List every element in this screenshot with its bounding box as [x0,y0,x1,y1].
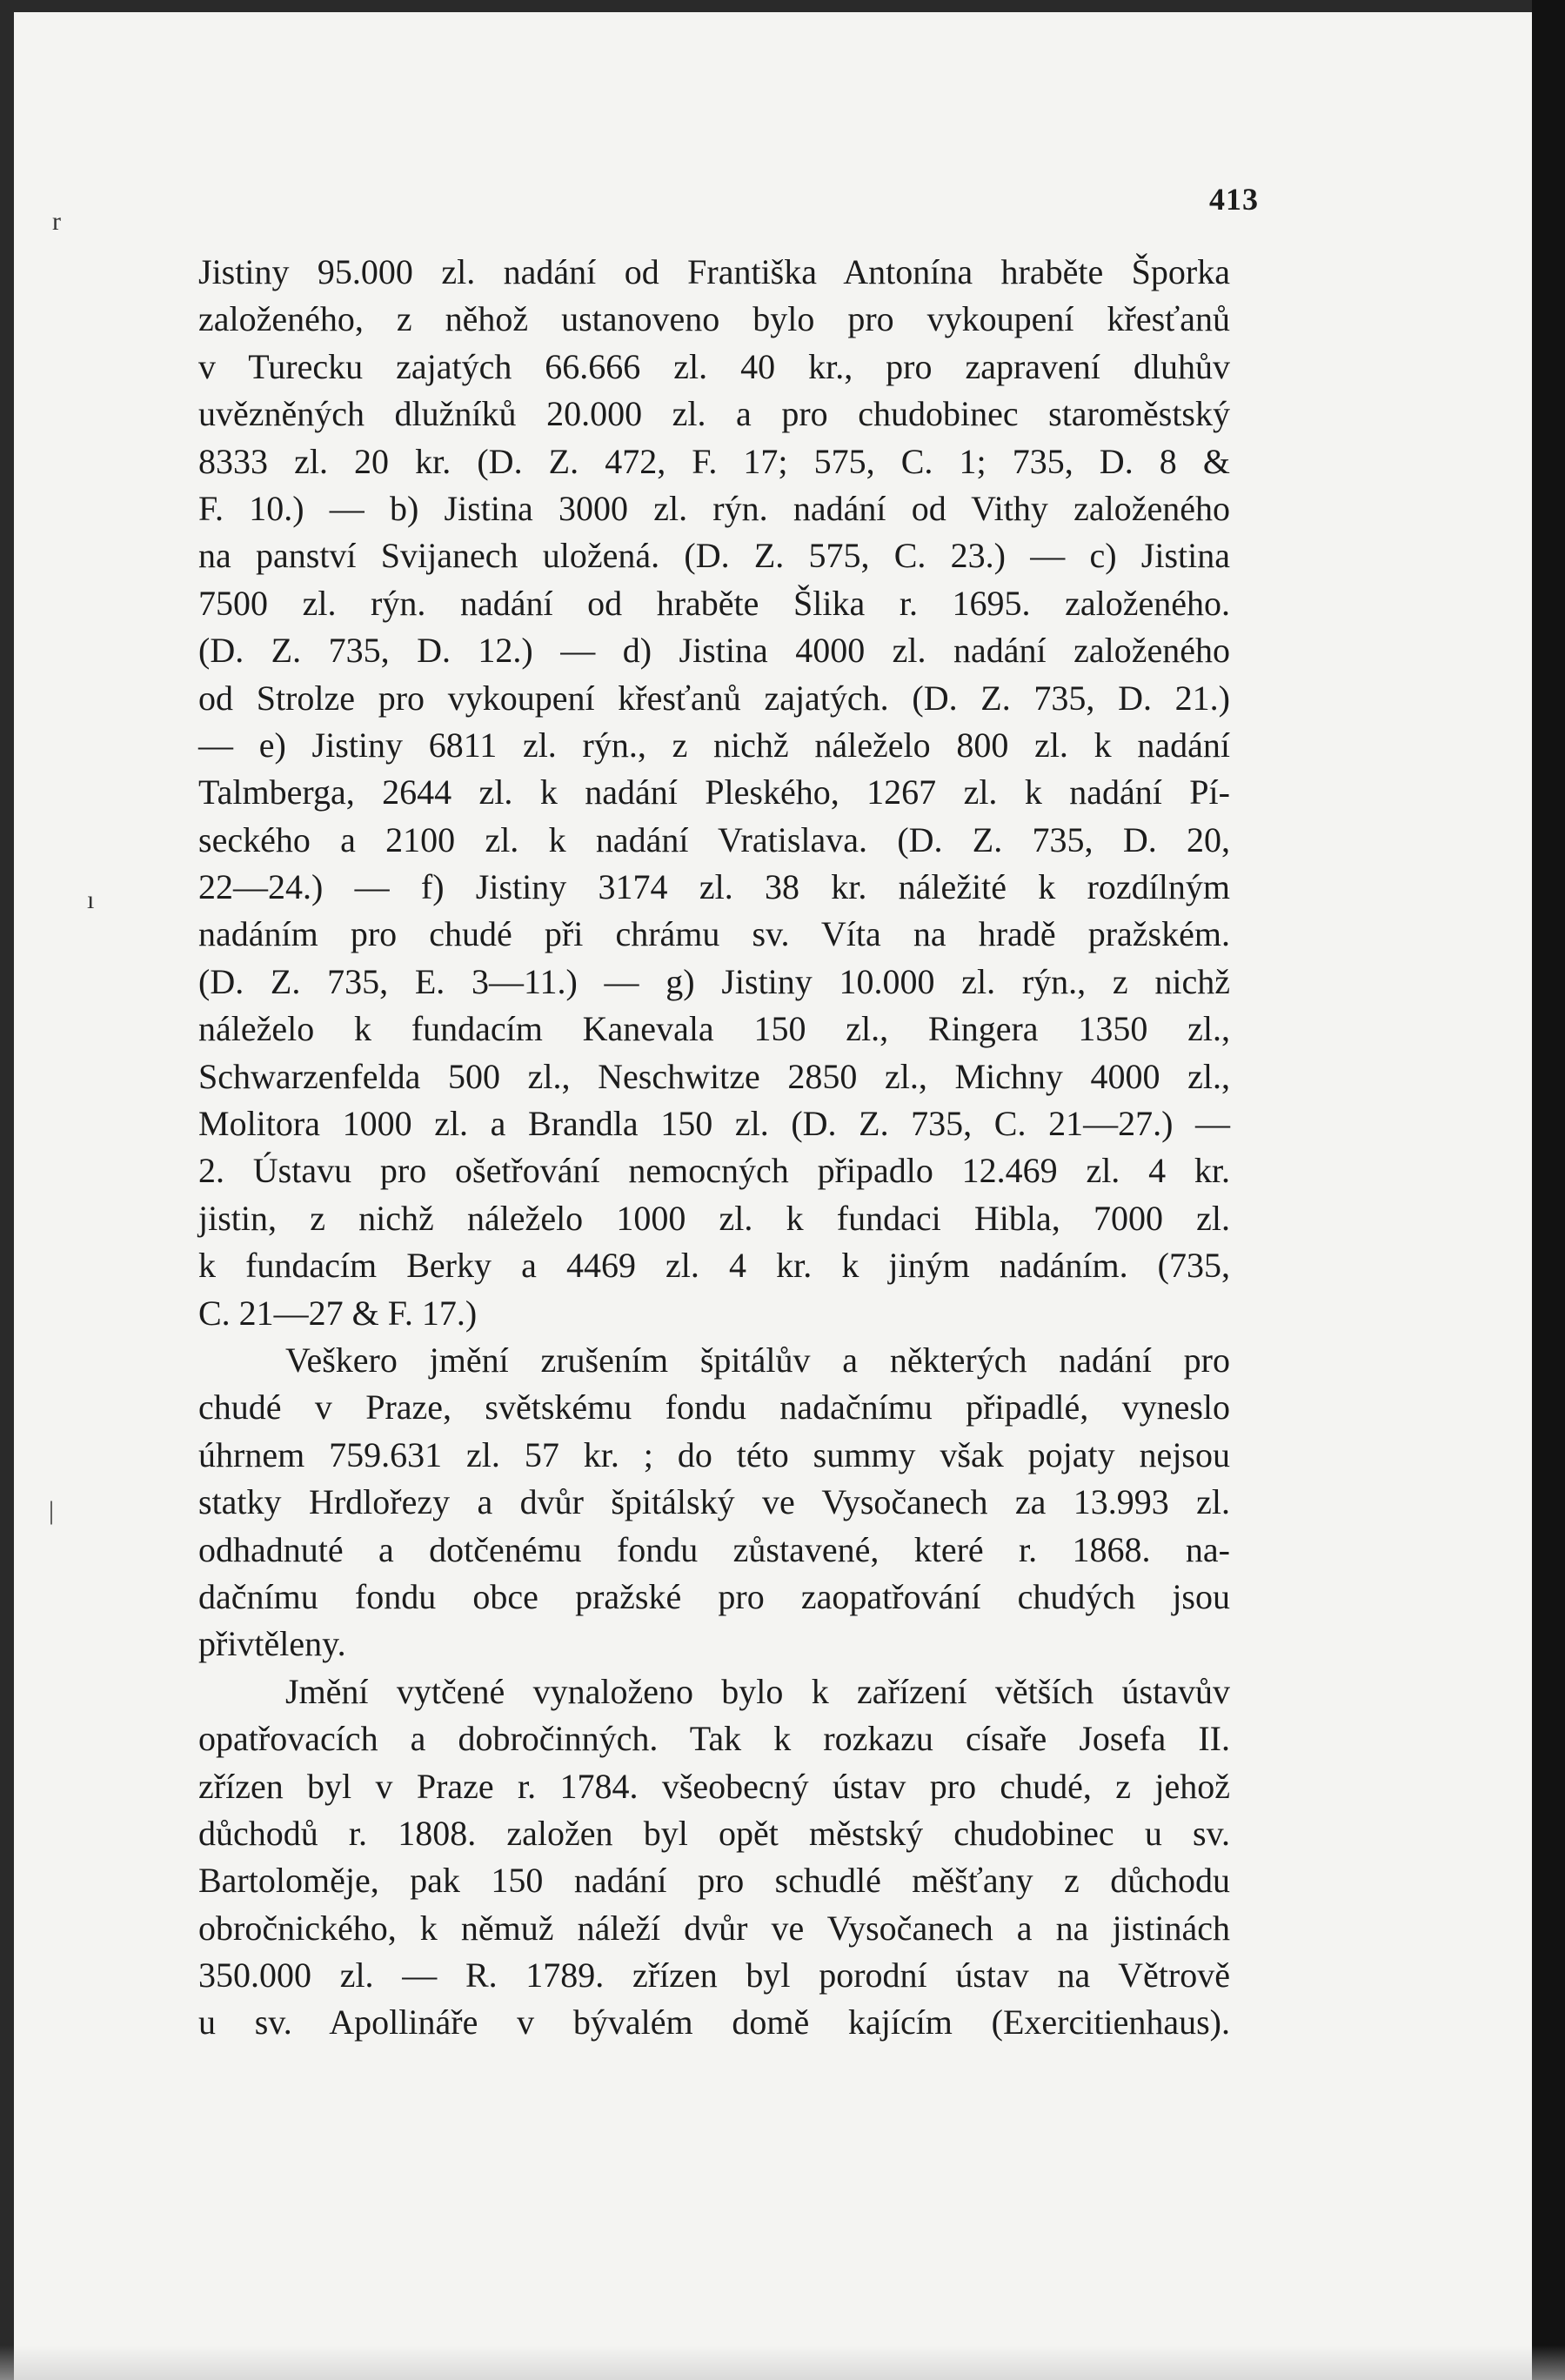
text-line: Bartoloměje, pak 150 nadání pro schudlé měšťany z důchodu [198,1861,1230,1901]
text-line: náleželo k fundacím Kanevala 150 zl., Ringera 1350 zl., [198,1009,1230,1049]
text-line: (D. Z. 735, D. 12.) — d) Jistina 4000 zl. nadání založeného [198,631,1230,671]
text-line: obročnického, k němuž náleží dvůr ve Vysočanech a na jistinách [198,1908,1230,1948]
text-line: uvězněných dlužníků 20.000 zl. a pro chudobinec staroměstský [198,394,1230,434]
text-line: k fundacím Berky a 4469 zl. 4 kr. k jiným nadáním. (735, [198,1246,1230,1286]
text-line: F. 10.) — b) Jistina 3000 zl. rýn. nadání od Vithy založeného [198,488,1230,528]
text-line: Schwarzenfelda 500 zl., Neschwitze 2850 zl., Michny 4000 zl., [198,1056,1230,1096]
text-line: nadáním pro chudé při chrámu sv. Víta na hradě pražském. [198,914,1230,954]
page-number: 413 [1209,182,1259,217]
text-line: 22—24.) — f) Jistiny 3174 zl. 38 kr. náležité k rozdílným [198,867,1230,907]
scan-bottom-shade [0,2345,1565,2380]
text-line: založeného, z něhož ustanoveno bylo pro vykoupení křesťanů [198,299,1230,339]
text-line: (D. Z. 735, E. 3—11.) — g) Jistiny 10.000 zl. rýn., z nichž [198,961,1230,1001]
text-line: odhadnuté a dotčenému fondu zůstavené, které r. 1868. na- [198,1529,1230,1569]
text-line: C. 21—27 & F. 17.) [198,1293,478,1333]
text-line: 7500 zl. rýn. nadání od hraběte Šlika r. 1695. založeného. [198,583,1230,623]
scan-right-edge [1532,0,1565,2380]
text-line: přivtěleny. [198,1624,346,1664]
text-line: na panství Svijanech uložená. (D. Z. 575, C. 23.) — c) Jistina [198,536,1230,576]
text-line: Jistiny 95.000 zl. nadání od Františka Antonína hraběte Šporka [198,252,1230,291]
text-line: 2. Ústavu pro ošetřování nemocných připadlo 12.469 zl. 4 kr. [198,1151,1230,1191]
text-line: seckého a 2100 zl. k nadání Vratislava. (D. Z. 735, D. 20, [198,819,1230,859]
text-line: úhrnem 759.631 zl. 57 kr. ; do této summy však pojaty nejsou [198,1434,1230,1474]
body-text [198,249,1230,2047]
text-line: Talmberga, 2644 zl. k nadání Pleského, 1267 zl. k nadání Pí- [198,772,1230,812]
text-line: v Turecku zajatých 66.666 zl. 40 kr., pro zapravení dluhův [198,346,1230,386]
text-line: opatřovacích a dobročinných. Tak k rozkazu císaře Josefa II. [198,1719,1230,1759]
text-line: 8333 zl. 20 kr. (D. Z. 472, F. 17; 575, C. 1; 735, D. 8 & [198,441,1230,481]
text-line: Molitora 1000 zl. a Brandla 150 zl. (D. Z. 735, C. 21—27.) — [198,1104,1230,1144]
scan-top-edge [0,0,1565,12]
margin-mark: | [49,1496,55,1525]
text-line: Jmění vytčené vynaloženo bylo k zařízení větších ústavův [285,1671,1230,1711]
text-line: jistin, z nichž náleželo 1000 zl. k fundaci Hibla, 7000 zl. [198,1198,1230,1238]
text-line: dačnímu fondu obce pražské pro zaopatřování chudých jsou [198,1576,1230,1616]
text-line: Veškero jmění zrušením špitálův a některých nadání pro [285,1340,1230,1380]
text-line: od Strolze pro vykoupení křesťanů zajatých. (D. Z. 735, D. 21.) [198,678,1230,718]
margin-mark: r [52,207,61,236]
text-line: zřízen byl v Praze r. 1784. všeobecný ústav pro chudé, z jehož [198,1766,1230,1806]
text-line: u sv. Apollináře v bývalém domě kajícím (Exercitienhaus). [198,2002,1230,2042]
margin-mark: ı [87,886,95,914]
scan-left-edge [0,0,14,2380]
text-line: statky Hrdlořezy a dvůr špitálský ve Vysočanech za 13.993 zl. [198,1482,1230,1522]
text-line: 350.000 zl. — R. 1789. zřízen byl porodní ústav na Větrově [198,1955,1230,1996]
text-line: chudé v Praze, světskému fondu nadačnímu připadlé, vyneslo [198,1387,1230,1427]
text-line: důchodů r. 1808. založen byl opět městský chudobinec u sv. [198,1813,1230,1853]
text-line: — e) Jistiny 6811 zl. rýn., z nichž náleželo 800 zl. k nadání [198,725,1230,765]
